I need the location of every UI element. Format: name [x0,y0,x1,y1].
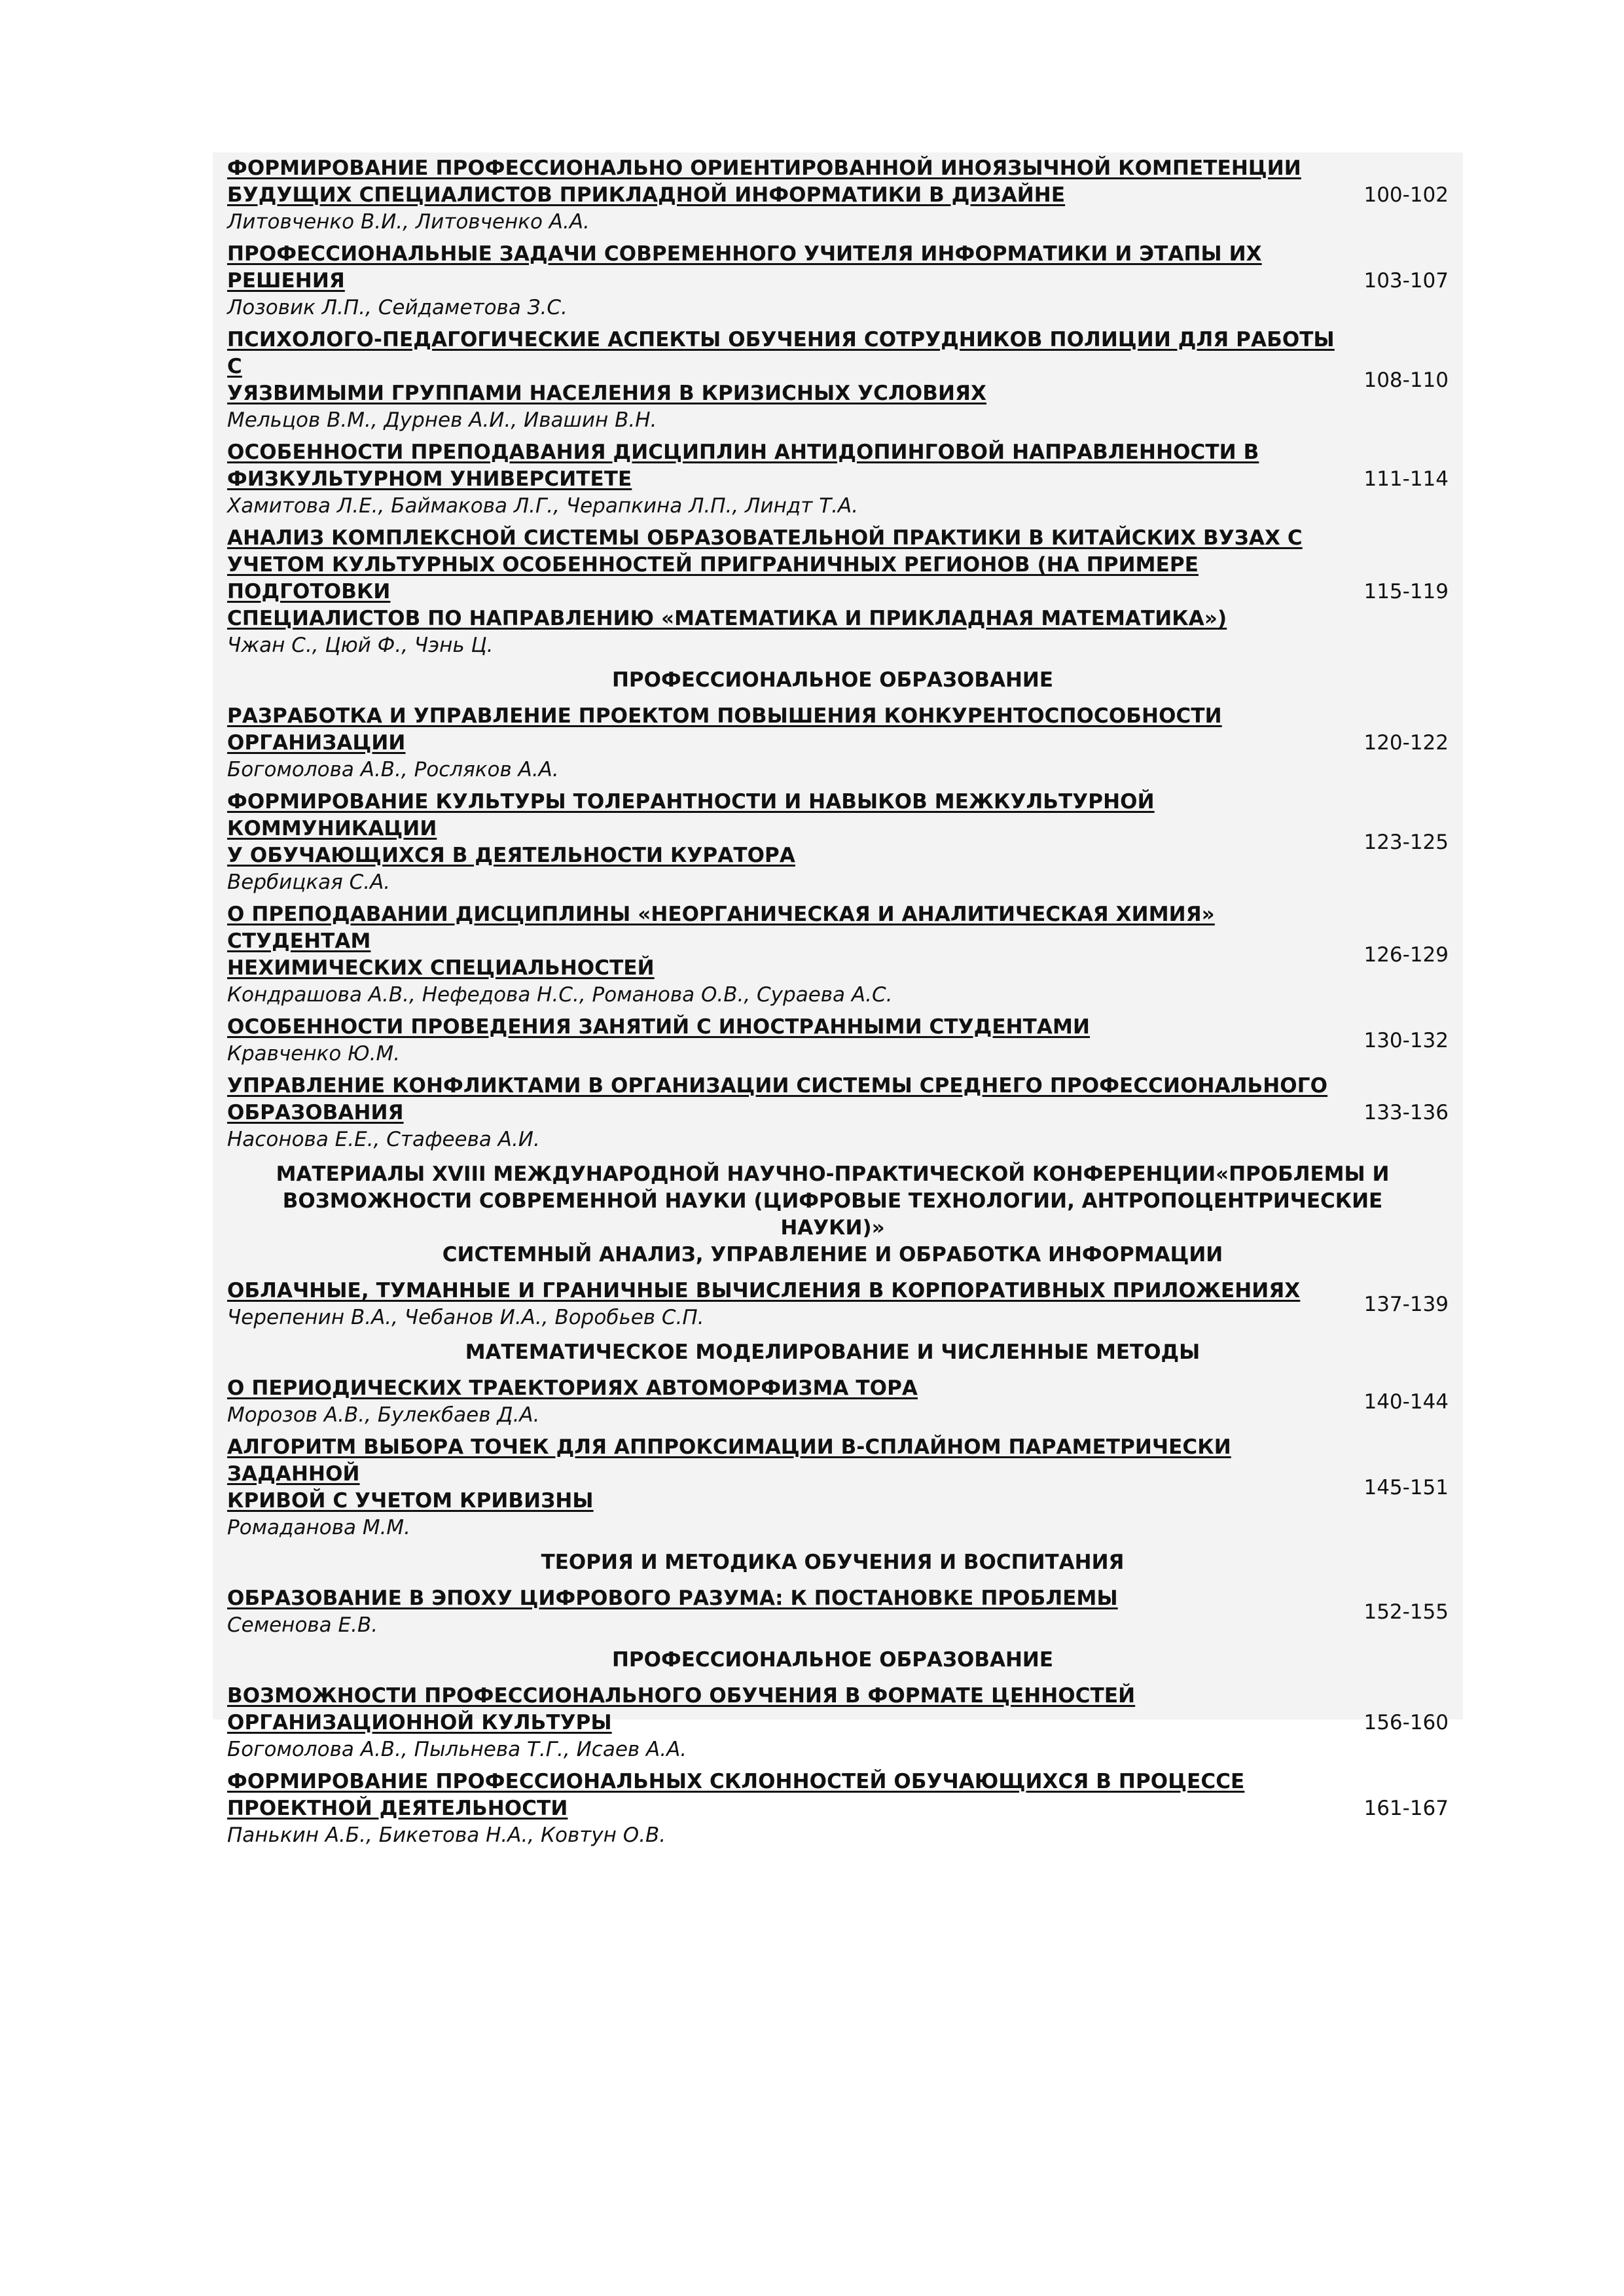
toc-entry [227,525,1451,658]
toc-entry [227,327,1451,433]
section-heading: МАТЕРИАЛЫ XVIII МЕЖДУНАРОДНОЙ НАУЧНО-ПРАКТИЧЕСКОЙ КОНФЕРЕНЦИИ«ПРОБЛЕМЫ И ВОЗМОЖНОСТИ СОВРЕМЕННОЙ НАУКИ (ЦИФРОВЫЕ ТЕХНОЛОГИИ, АНТРОПОЦЕНТРИЧЕСКИЕ НАУКИ)» СИСТЕМНЫЙ АНАЛИЗ, УПРАВЛЕНИЕ И ОБРАБОТКА ИНФОРМАЦИИ [276,1162,1390,1266]
article-authors: Черепенин В.А., Чебанов И.А., Воробьев С.П. [227,1306,704,1329]
page-range: 133-136 [1363,1101,1449,1124]
toc-entry-text [227,789,1346,895]
toc-entry-text [227,703,1346,783]
article-title-link[interactable]: О ПЕРИОДИЧЕСКИХ ТРАЕКТОРИЯХ АВТОМОРФИЗМА ТОРА [227,1376,918,1400]
section-heading: МАТЕМАТИЧЕСКОЕ МОДЕЛИРОВАНИЕ И ЧИСЛЕННЫЕ МЕТОДЫ [465,1340,1200,1364]
page-range: 111-114 [1363,467,1449,491]
toc-list [227,155,1451,1854]
section-heading: ПРОФЕССИОНАЛЬНОЕ ОБРАЗОВАНИЕ [611,1648,1054,1672]
toc-entry-text [227,241,1346,321]
toc-entry [227,1434,1451,1541]
toc-entry [227,789,1451,895]
toc-entry-text [227,327,1346,433]
toc-entry-text [227,155,1346,235]
article-authors: Вербицкая С.А. [227,870,391,894]
article-authors: Хамитова Л.Е., Баймакова Л.Г., Черапкина Л.П., Линдт Т.А. [227,494,859,518]
page-range: 161-167 [1363,1797,1449,1820]
toc-entry-text [227,1375,1346,1428]
article-authors: Насонова Е.Е., Стафеева А.И. [227,1128,540,1151]
toc-entry-text [227,1768,1346,1848]
article-authors: Богомолова А.В., Росляков А.А. [227,758,559,781]
page-range: 156-160 [1363,1711,1449,1734]
toc-entry-text [227,901,1346,1008]
article-title-link[interactable]: ФОРМИРОВАНИЕ ПРОФЕССИОНАЛЬНЫХ СКЛОННОСТЕЙ ОБУЧАЮЩИХСЯ В ПРОЦЕССЕ ПРОЕКТНОЙ ДЕЯТЕЛЬНОСТИ [227,1770,1245,1820]
toc-entry [227,1278,1451,1331]
toc-entry-text [227,1434,1346,1541]
page-range: 140-144 [1363,1390,1449,1414]
toc-entry [227,155,1451,235]
section-heading: ТЕОРИЯ И МЕТОДИКА ОБУЧЕНИЯ И ВОСПИТАНИЯ [541,1551,1125,1574]
section-heading: ПРОФЕССИОНАЛЬНОЕ ОБРАЗОВАНИЕ [611,668,1054,692]
toc-entry [227,703,1451,783]
article-authors: Кондрашова А.В., Нефедова Н.С., Романова О.В., Сураева А.С. [227,983,893,1007]
toc-entry [227,1073,1451,1153]
toc-entry [227,1683,1451,1763]
article-authors: Панькин А.Б., Бикетова Н.А., Ковтун О.В. [227,1823,666,1847]
article-authors: Морозов А.В., Булекбаев Д.А. [227,1403,540,1427]
article-title-link[interactable]: УПРАВЛЕНИЕ КОНФЛИКТАМИ В ОРГАНИЗАЦИИ СИСТЕМЫ СРЕДНЕГО ПРОФЕССИОНАЛЬНОГО ОБРАЗОВАНИЯ [227,1074,1328,1124]
page-range: 103-107 [1363,269,1449,293]
page-range: 108-110 [1363,368,1449,392]
toc-entry [227,1768,1451,1848]
article-title-link[interactable]: РАЗРАБОТКА И УПРАВЛЕНИЕ ПРОЕКТОМ ПОВЫШЕНИЯ КОНКУРЕНТОСПОСОБНОСТИ ОРГАНИЗАЦИИ [227,704,1222,755]
article-title-link[interactable]: ПСИХОЛОГО-ПЕДАГОГИЧЕСКИЕ АСПЕКТЫ ОБУЧЕНИЯ СОТРУДНИКОВ ПОЛИЦИИ ДЛЯ РАБОТЫ С УЯЗВИМЫМИ ГРУППАМИ НАСЕЛЕНИЯ В КРИЗИСНЫХ УСЛОВИЯХ [227,328,1335,405]
page-range: 126-129 [1363,942,1449,967]
page-range: 120-122 [1363,731,1449,755]
page-range: 130-132 [1363,1028,1449,1052]
page-range: 152-155 [1363,1600,1449,1624]
article-title-link[interactable]: О ПРЕПОДАВАНИИ ДИСЦИПЛИНЫ «НЕОРГАНИЧЕСКАЯ И АНАЛИТИЧЕСКАЯ ХИМИЯ» СТУДЕНТАМ НЕХИМИЧЕСКИХ СПЕЦИАЛЬНОСТЕЙ [227,903,1215,980]
article-authors: Литовченко В.И., Литовченко А.А. [227,210,590,234]
toc-entry [227,1375,1451,1428]
toc-entry-text [227,525,1346,658]
toc-entry [227,1014,1451,1067]
toc-entry [227,901,1451,1008]
page-range: 123-125 [1363,830,1449,854]
toc-entry-text [227,1683,1346,1763]
article-title-link[interactable]: ОБРАЗОВАНИЕ В ЭПОХУ ЦИФРОВОГО РАЗУМА: К ПОСТАНОВКЕ ПРОБЛЕМЫ [227,1587,1118,1610]
page-range: 137-139 [1363,1292,1449,1316]
article-authors: Чжан С., Цюй Ф., Чэнь Ц. [227,634,494,657]
article-title-link[interactable]: ОБЛАЧНЫЕ, ТУМАННЫЕ И ГРАНИЧНЫЕ ВЫЧИСЛЕНИЯ В КОРПОРАТИВНЫХ ПРИЛОЖЕНИЯХ [227,1279,1301,1302]
article-authors: Кравченко Ю.М. [227,1042,401,1066]
article-authors: Мельцов В.М., Дурнев А.И., Ивашин В.Н. [227,408,657,432]
article-authors: Богомолова А.В., Пыльнева Т.Г., Исаев А.А. [227,1738,687,1761]
article-authors: Семенова Е.В. [227,1613,378,1637]
toc-entry-text [227,1585,1346,1638]
toc-entry-text [227,1073,1346,1153]
table-of-contents [213,152,1463,1847]
article-authors: Ромаданова М.М. [227,1516,411,1539]
toc-entry-text [227,1014,1346,1067]
article-title-link[interactable]: ФОРМИРОВАНИЕ КУЛЬТУРЫ ТОЛЕРАНТНОСТИ И НАВЫКОВ МЕЖКУЛЬТУРНОЙ КОММУНИКАЦИИ У ОБУЧАЮЩИХСЯ В ДЕЯТЕЛЬНОСТИ КУРАТОРА [227,790,1155,867]
article-authors: Лозовик Л.П., Сейдаметова З.С. [227,296,568,319]
toc-entry [227,439,1451,519]
page-range: 100-102 [1363,183,1449,207]
toc-entry [227,241,1451,321]
article-title-link[interactable]: АНАЛИЗ КОМПЛЕКСНОЙ СИСТЕМЫ ОБРАЗОВАТЕЛЬНОЙ ПРАКТИКИ В КИТАЙСКИХ ВУЗАХ С УЧЕТОМ КУЛЬТУРНЫХ ОСОБЕННОСТЕЙ ПРИГРАНИЧНЫХ РЕГИОНОВ (НА ПРИМЕРЕ ПОДГОТОВКИ СПЕЦИАЛИСТОВ ПО НАПРАВЛЕНИЮ «МАТЕМАТИКА И ПРИКЛАДНАЯ МАТЕМАТИКА») [227,526,1303,630]
page-range: 115-119 [1363,580,1449,603]
toc-entry-text [227,1278,1346,1331]
article-title-link[interactable]: ОСОБЕННОСТИ ПРЕПОДАВАНИЯ ДИСЦИПЛИН АНТИДОПИНГОВОЙ НАПРАВЛЕННОСТИ В ФИЗКУЛЬТУРНОМ УНИВЕРСИТЕТЕ [227,440,1259,491]
page-range: 145-151 [1363,1475,1449,1499]
article-title-link[interactable]: ФОРМИРОВАНИЕ ПРОФЕССИОНАЛЬНО ОРИЕНТИРОВАННОЙ ИНОЯЗЫЧНОЙ КОМПЕТЕНЦИИ БУДУЩИХ СПЕЦИАЛИСТОВ ПРИКЛАДНОЙ ИНФОРМАТИКИ В ДИЗАЙНЕ [227,156,1301,207]
article-title-link[interactable]: АЛГОРИТМ ВЫБОРА ТОЧЕК ДЛЯ АППРОКСИМАЦИИ B-СПЛАЙНОМ ПАРАМЕТРИЧЕСКИ ЗАДАННОЙ КРИВОЙ С УЧЕТОМ КРИВИЗНЫ [227,1435,1231,1513]
article-title-link[interactable]: ПРОФЕССИОНАЛЬНЫЕ ЗАДАЧИ СОВРЕМЕННОГО УЧИТЕЛЯ ИНФОРМАТИКИ И ЭТАПЫ ИХ РЕШЕНИЯ [227,242,1262,293]
article-title-link[interactable]: ВОЗМОЖНОСТИ ПРОФЕССИОНАЛЬНОГО ОБУЧЕНИЯ В ФОРМАТЕ ЦЕННОСТЕЙ ОРГАНИЗАЦИОННОЙ КУЛЬТУРЫ [227,1684,1136,1734]
toc-entry [227,1585,1451,1638]
toc-entry-text [227,439,1346,519]
article-title-link[interactable]: ОСОБЕННОСТИ ПРОВЕДЕНИЯ ЗАНЯТИЙ С ИНОСТРАННЫМИ СТУДЕНТАМИ [227,1015,1090,1039]
